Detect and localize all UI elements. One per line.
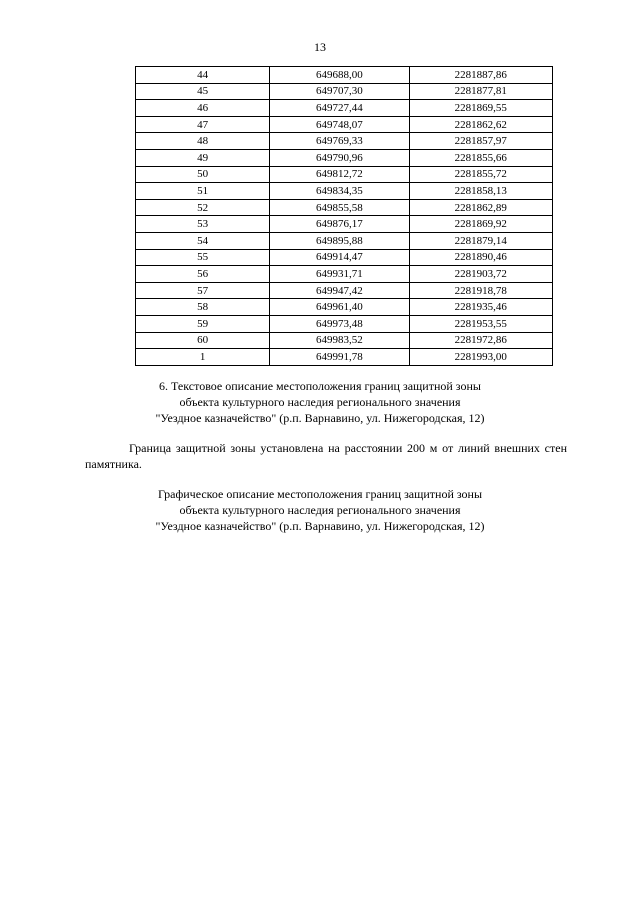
table-row	[136, 232, 553, 249]
point-number-cell: 55	[136, 249, 270, 266]
table-row	[136, 116, 553, 133]
table-row	[136, 266, 553, 283]
graphic-description-heading-line-1: Графическое описание местоположения границ защитной зоны	[157, 487, 483, 501]
point-number-cell: 58	[136, 299, 270, 316]
y-coordinate-cell: 2281890,46	[409, 249, 552, 266]
x-coordinate-cell: 649707,30	[270, 83, 409, 100]
y-coordinate-cell: 2281877,81	[409, 83, 552, 100]
y-coordinate-cell: 2281887,86	[409, 67, 552, 84]
x-coordinate-cell: 649947,42	[270, 282, 409, 299]
protection-zone-paragraph-line-2: памятника.	[85, 457, 142, 471]
table-row	[136, 315, 553, 332]
point-number-cell: 45	[136, 83, 270, 100]
y-coordinate-cell: 2281862,89	[409, 199, 552, 216]
y-coordinate-cell: 2281972,86	[409, 332, 552, 349]
table-row	[136, 349, 553, 366]
y-coordinate-cell: 2281879,14	[409, 232, 552, 249]
point-number-cell: 46	[136, 100, 270, 117]
x-coordinate-cell: 649769,33	[270, 133, 409, 150]
x-coordinate-cell: 649961,40	[270, 299, 409, 316]
x-coordinate-cell: 649914,47	[270, 249, 409, 266]
table-row	[136, 249, 553, 266]
x-coordinate-cell: 649790,96	[270, 149, 409, 166]
x-coordinate-cell: 649991,78	[270, 349, 409, 366]
y-coordinate-cell: 2281855,72	[409, 166, 552, 183]
graphic-description-heading-line-2: объекта культурного наследия регионального значения	[179, 503, 461, 517]
point-number-cell: 51	[136, 183, 270, 200]
point-number-cell: 49	[136, 149, 270, 166]
graphic-description-heading-line-3: "Уездное казначейство" (р.п. Варнавино, ул. Нижегородская, 12)	[155, 519, 485, 533]
x-coordinate-cell: 649983,52	[270, 332, 409, 349]
point-number-cell: 48	[136, 133, 270, 150]
point-number-cell: 44	[136, 67, 270, 84]
table-row	[136, 149, 553, 166]
y-coordinate-cell: 2281855,66	[409, 149, 552, 166]
table-row	[136, 166, 553, 183]
table-row	[136, 199, 553, 216]
y-coordinate-cell: 2281903,72	[409, 266, 552, 283]
point-number-cell: 54	[136, 232, 270, 249]
x-coordinate-cell: 649855,58	[270, 199, 409, 216]
table-row	[136, 100, 553, 117]
x-coordinate-cell: 649973,48	[270, 315, 409, 332]
point-number-cell: 53	[136, 216, 270, 233]
section-6-heading-line-3: "Уездное казначейство" (р.п. Варнавино, ул. Нижегородская, 12)	[155, 411, 485, 425]
section-6-heading	[0, 378, 640, 426]
section-6-heading-line-2: объекта культурного наследия регионального значения	[179, 395, 461, 409]
table-row	[136, 332, 553, 349]
y-coordinate-cell: 2281935,46	[409, 299, 552, 316]
point-number-cell: 60	[136, 332, 270, 349]
table-row	[136, 216, 553, 233]
point-number-cell: 57	[136, 282, 270, 299]
table-row	[136, 67, 553, 84]
y-coordinate-cell: 2281869,55	[409, 100, 552, 117]
protection-zone-paragraph-line-1: Граница защитной зоны установлена на расстоянии 200 м от линий внешних стен	[129, 441, 567, 455]
y-coordinate-cell: 2281869,92	[409, 216, 552, 233]
table-row	[136, 183, 553, 200]
x-coordinate-cell: 649812,72	[270, 166, 409, 183]
x-coordinate-cell: 649931,71	[270, 266, 409, 283]
x-coordinate-cell: 649748,07	[270, 116, 409, 133]
table-row	[136, 299, 553, 316]
x-coordinate-cell: 649727,44	[270, 100, 409, 117]
x-coordinate-cell: 649876,17	[270, 216, 409, 233]
y-coordinate-cell: 2281993,00	[409, 349, 552, 366]
coordinates-table	[135, 66, 553, 366]
point-number-cell: 52	[136, 199, 270, 216]
y-coordinate-cell: 2281953,55	[409, 315, 552, 332]
point-number-cell: 1	[136, 349, 270, 366]
point-number-cell: 50	[136, 166, 270, 183]
y-coordinate-cell: 2281862,62	[409, 116, 552, 133]
protection-zone-paragraph	[85, 440, 567, 472]
page-number: 13	[314, 40, 326, 54]
x-coordinate-cell: 649688,00	[270, 67, 409, 84]
point-number-cell: 56	[136, 266, 270, 283]
y-coordinate-cell: 2281857,97	[409, 133, 552, 150]
y-coordinate-cell: 2281858,13	[409, 183, 552, 200]
coordinates-table-body	[136, 67, 553, 366]
section-6-heading-line-1: 6. Текстовое описание местоположения границ защитной зоны	[159, 379, 481, 393]
table-row	[136, 133, 553, 150]
y-coordinate-cell: 2281918,78	[409, 282, 552, 299]
x-coordinate-cell: 649895,88	[270, 232, 409, 249]
table-row	[136, 282, 553, 299]
x-coordinate-cell: 649834,35	[270, 183, 409, 200]
graphic-description-heading	[0, 486, 640, 534]
point-number-cell: 59	[136, 315, 270, 332]
point-number-cell: 47	[136, 116, 270, 133]
table-row	[136, 83, 553, 100]
